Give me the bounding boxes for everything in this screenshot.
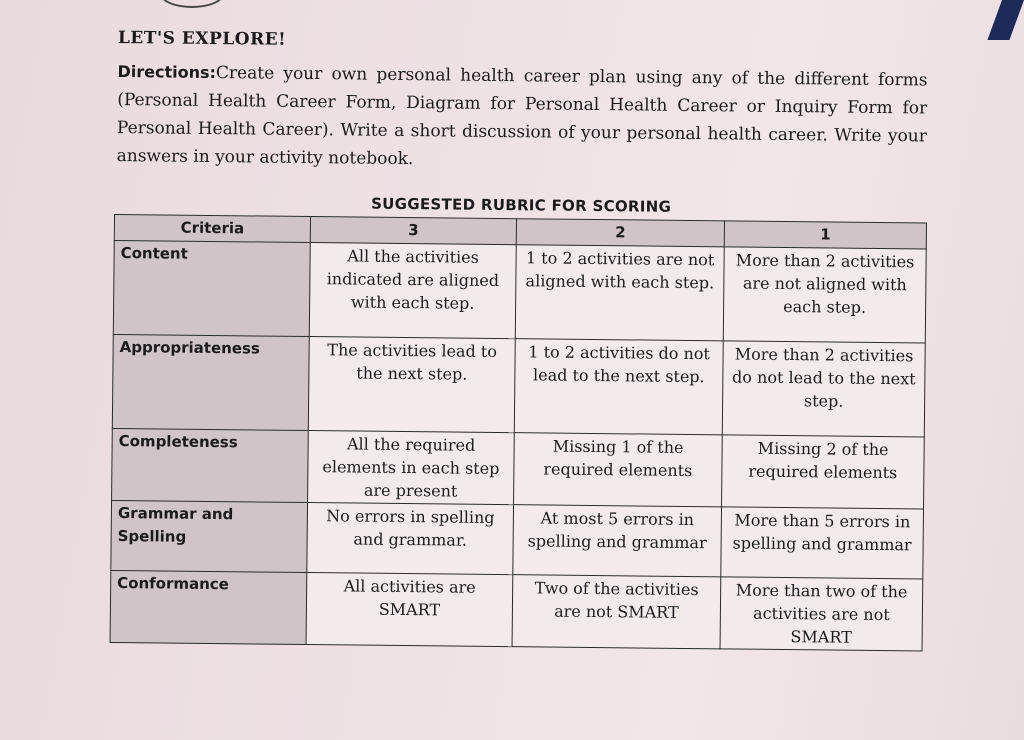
table-row [110,570,923,650]
table-row [112,428,925,508]
header-score-1: 1 [724,221,926,249]
criteria-cell: Conformance [110,570,307,644]
page-content [112,28,928,651]
score-1-cell: More than 5 errors in spelling and grammar [721,507,924,579]
section-heading: LET'S EXPLORE! [117,28,287,50]
criteria-cell: Content [113,240,310,336]
header-score-3: 3 [310,217,516,245]
score-1-cell: More than 2 activities do not lead to the next step. [722,341,925,437]
score-2-cell: Missing 1 of the required elements [514,433,723,507]
score-3-cell: The activities lead to the next step. [308,337,515,433]
table-row [112,334,925,436]
table-row [113,240,926,342]
score-3-cell: No errors in spelling and grammar. [307,503,514,575]
score-3-cell: All the activities indicated are aligned with each step. [309,243,516,339]
score-1-cell: More than 2 activities are not aligned with each step. [723,247,926,343]
table-row [111,500,924,578]
header-criteria: Criteria [114,214,310,242]
criteria-cell: Appropriateness [112,334,309,430]
page-decoration [160,0,224,8]
score-3-cell: All the required elements in each step are present [308,431,515,505]
score-3-cell: All activities are SMART [306,573,513,647]
score-1-cell: More than two of the activities are not SMART [720,577,923,651]
directions-paragraph [117,58,928,178]
header-score-2: 2 [516,219,724,247]
directions-text: Create your own personal health career plan using any of the different forms (Personal Health Career Form, Diagram for Personal Health Career or Inquiry Form for Personal Health Career). Write a short discussion of your personal health career. Write your answers in your activity notebook. [116,63,928,170]
rubric-table [110,214,927,651]
score-2-cell: Two of the activities are not SMART [512,575,721,649]
directions-label: Directions: [117,61,217,83]
corner-tab [987,0,1024,40]
score-2-cell: 1 to 2 activities do not lead to the next step. [514,339,723,435]
score-2-cell: At most 5 errors in spelling and grammar [513,505,722,577]
score-2-cell: 1 to 2 activities are not aligned with each step. [515,245,724,341]
criteria-cell: Completeness [112,428,309,502]
rubric-title: SUGGESTED RUBRIC FOR SCORING [371,194,672,216]
score-1-cell: Missing 2 of the required elements [722,435,925,509]
criteria-cell: Grammar and Spelling [111,500,308,572]
